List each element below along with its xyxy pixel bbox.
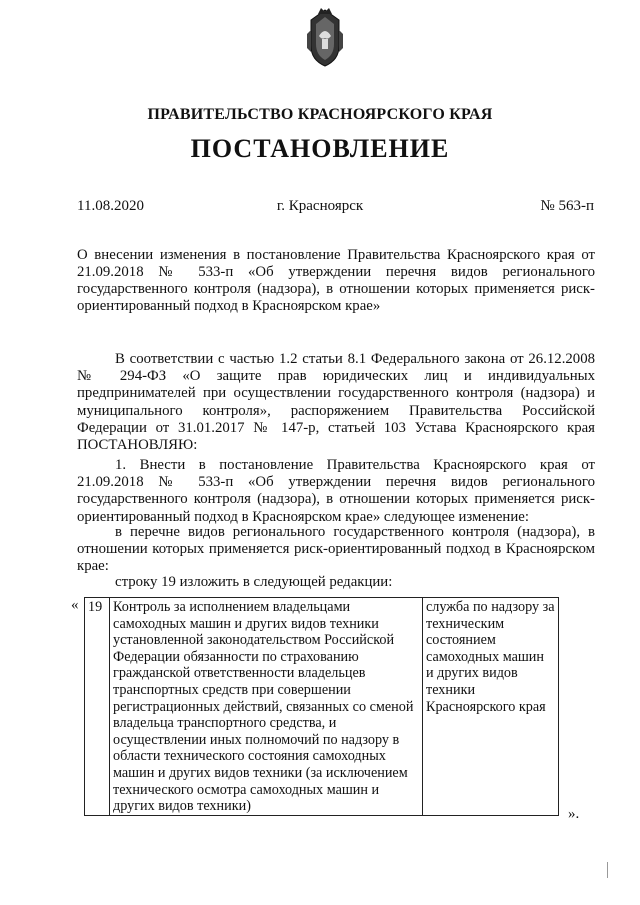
document-number: № 563-п <box>540 198 594 214</box>
document-date: 11.08.2020 <box>77 198 144 214</box>
table-quote-open: « <box>71 597 79 613</box>
row-instruction-paragraph: строку 19 изложить в следующей редакции: <box>115 574 393 590</box>
amendment-table <box>84 597 559 816</box>
document-city: г. Красноярск <box>276 198 364 214</box>
table-quote-close: ». <box>568 806 580 822</box>
organization-title: ПРАВИТЕЛЬСТВО КРАСНОЯРСКОГО КРАЯ <box>147 106 493 123</box>
document-subject: О внесении изменения в постановление Правительства Красноярского края от 21.09.2018 № 533-п «Об утверждении перечня видов регионального государственного контроля (надзора), в отношении которых применяется риск-ориентированный подход в Красноярском крае» <box>77 247 595 314</box>
scan-edge-mark <box>607 862 608 878</box>
control-type-cell: Контроль за исполнением владельцами самоходных машин и других видов техники установленной законодательством Российской Федерации обязанности по страхованию гражданской ответственности владельцев транспортных средств при совершении регистрационных действий, связанных со сменой владельца транспортного средства, и осуществлении иных полномочий по надзору в области технического состояния самоходных машин и других видов техники (за исключением технического осмотра самоходных машин и других видов техники) <box>110 598 423 816</box>
row-number-cell: 19 <box>85 598 110 816</box>
clause-1-paragraph: 1. Внести в постановление Правительства Красноярского края от 21.09.2018 № 533-п «Об утверждении перечня видов регионального государственного контроля (надзора), в отношении которых применяется риск-ориентированный подход в Красноярском крае» следующее изменение: <box>77 457 595 525</box>
table-row <box>85 598 559 816</box>
coat-of-arms-emblem <box>305 6 345 68</box>
preamble-paragraph: В соответствии с частью 1.2 статьи 8.1 Федерального закона от 26.12.2008 № 294-ФЗ «О защите прав юридических лиц и индивидуальных предпринимателей при осуществлении государственного контроля (надзора) и муниципального контроля», распоряжением Правительства Российской Федерации от 31.01.2017 № 147-р, статьей 103 Устава Красноярского края ПОСТАНОВЛЯЮ: <box>77 351 595 454</box>
authority-cell: служба по надзору за техническим состоянием самоходных машин и других видов техники Красноярского края <box>423 598 559 816</box>
document-type-title: ПОСТАНОВЛЕНИЕ <box>190 134 450 163</box>
list-intro-paragraph: в перечне видов регионального государственного контроля (надзора), в отношении которых применяется риск-ориентированный подход в Красноярском крае: <box>77 524 595 575</box>
